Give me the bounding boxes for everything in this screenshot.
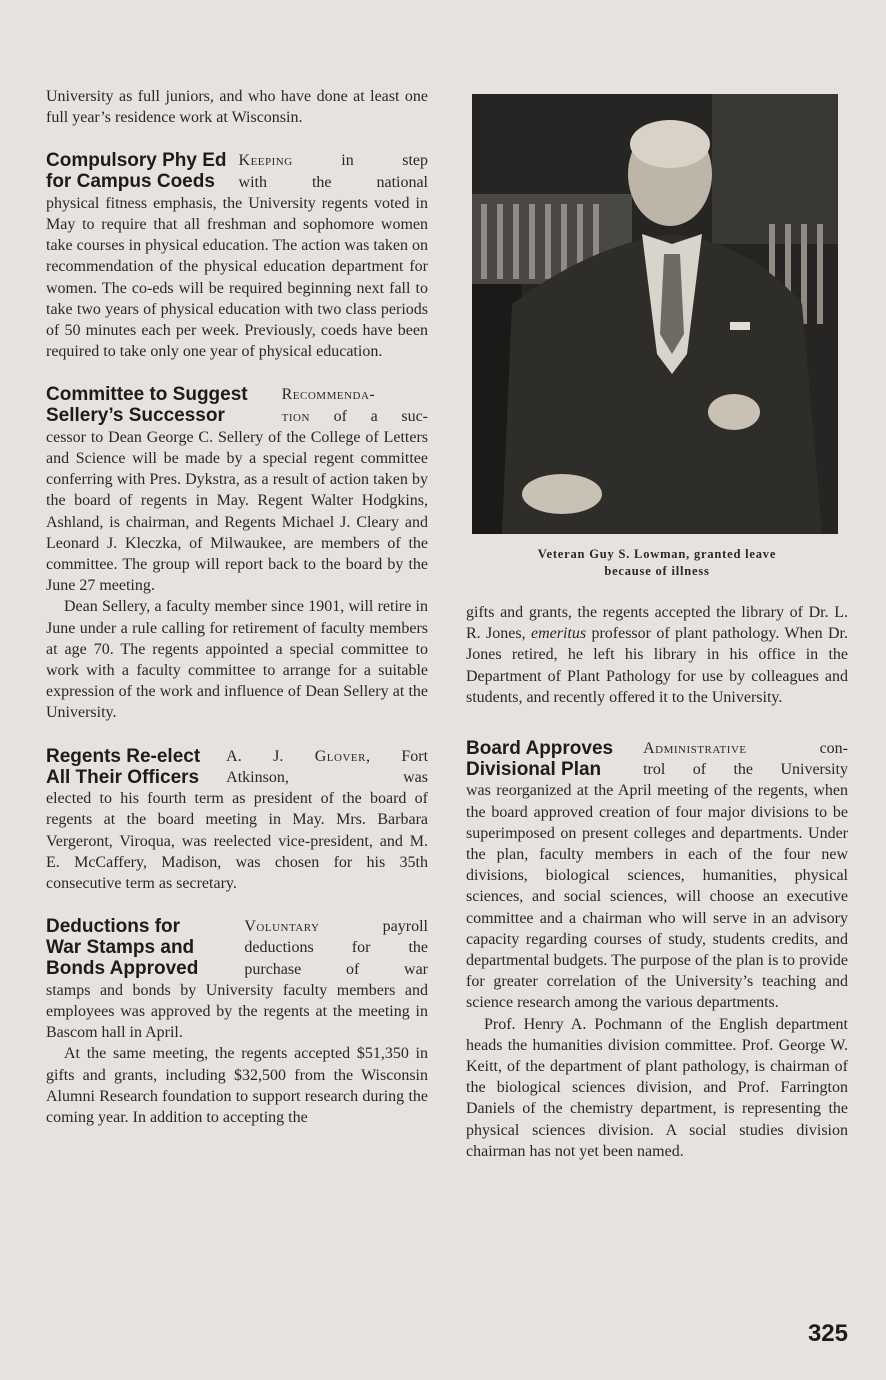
officers-body: elected to his fourth term as president of the board of regents at the board meeting in May. Mrs. Barbara Vergeront, Viroqua, was reelected vice-president, and M. E. McCaffery, Madison, was chosen for his 35th consecutive term as secretary. (46, 790, 428, 892)
portrait-illustration (472, 94, 838, 534)
right-column (466, 90, 848, 1162)
war-stamps-body: stamps and bonds by University faculty members and employees was approved by the regents at the meeting in Bascom hall in April. (46, 981, 428, 1042)
left-column (46, 86, 428, 1128)
successor-section (46, 384, 428, 723)
war-stamps-section (46, 916, 428, 1128)
page-number: 325 (807, 1320, 848, 1347)
divisional-body: was reorganized at the April meeting of the regents, when the board approved creation of four major divisions to be superimposed on present colleges and departments. Under the plan, faculty members in each of the four new divisions, biological sciences, humanities, physical sciences, and social sciences, will choose an executive committee and a chairman who will serve in an advisory capacity regarding courses of study, students credits, and departmental budgets. The purpose of the plan is to provide for greater correlation of the University’s teaching and science research among the various departments. (466, 782, 848, 1012)
war-stamps-heading: Deductions for War Stamps and Bonds Approved (46, 916, 199, 980)
photo-caption: Veteran Guy S. Lowman, granted leave because of illness (537, 547, 777, 578)
portrait-photo (472, 94, 838, 534)
phy-ed-lead: Keeping in step with the national (238, 152, 428, 191)
war-stamps-body-2: At the same meeting, the regents accepted $51,350 in gifts and grants, including $32,500 from the Wisconsin Alumni Research foundation to support research during the coming year. In addition to accepting the (46, 1045, 428, 1126)
successor-lead: Recommenda- tion of a suc- (281, 386, 428, 425)
officers-heading: Regents Re-elect All Their Officers (46, 745, 201, 788)
successor-body-2: Dean Sellery, a faculty member since 1901, will retire in June under a rule calling for retirement of faculty members at age 70. The regents appointed a special committee to work with a faculty committee to arrange for a suitable expression of the work and influence of Dean Sellery at the University. (46, 598, 428, 722)
intro-paragraph: University as full juniors, and who have done at least one full year’s residence work at Wisconsin. (46, 88, 428, 127)
successor-body: cessor to Dean George C. Sellery of the College of Letters and Science will be made by a special regent committee conferring with Pres. Dykstra, as a result of action taken by the board of regents in May. Regent Walter Hodgkins, Ashland, is chairman, and Regents Michael J. Cleary and Leonard J. Kleczka, of Milwaukee, are members of the committee. The group will report back to the board by the June 27 meeting. (46, 428, 428, 595)
continued-paragraph: gifts and grants, the regents accepted the library of Dr. L. R. Jones, emeritus professor of plant pathology. When Dr. Jones retired, he left his library in his office in the Department of Plant Pathology for use by colleagues and students, and recently offered it to the University. (466, 604, 848, 706)
officers-section (46, 746, 428, 894)
divisional-lead: Administrative con- trol of the University (643, 740, 848, 779)
divisional-body-2: Prof. Henry A. Pochmann of the English department heads the humanities division committee. Prof. George W. Keitt, of the department of plant pathology, is chairman of the biological sciences division, and Prof. Farrington Daniels of the chemistry department, is representing the physical sciences division. A social studies division chairman has not yet been named. (466, 1015, 848, 1160)
divisional-section (466, 738, 848, 1162)
divisional-heading: Board Approves Divisional Plan (466, 738, 614, 781)
phy-ed-heading: Compulsory Phy Ed for Campus Coeds (46, 150, 227, 193)
phy-ed-body: physical fitness emphasis, the University regents voted in May to require that all freshman and sophomore women take courses in physical education. The action was taken on recommendation of the physical education department for women. The co-eds will be required beginning next fall to take two years of physical education with two class periods of 50 minutes each per week. Previously, coeds have been required to take only one year of physical education. (46, 194, 428, 361)
war-stamps-lead: Voluntary payroll deductions for the purchase of war (244, 918, 428, 978)
phy-ed-section (46, 150, 428, 362)
successor-heading: Committee to Suggest Sellery’s Successor (46, 384, 248, 427)
officers-lead: A. J. Glover, Fort Atkinson, was (226, 747, 429, 786)
